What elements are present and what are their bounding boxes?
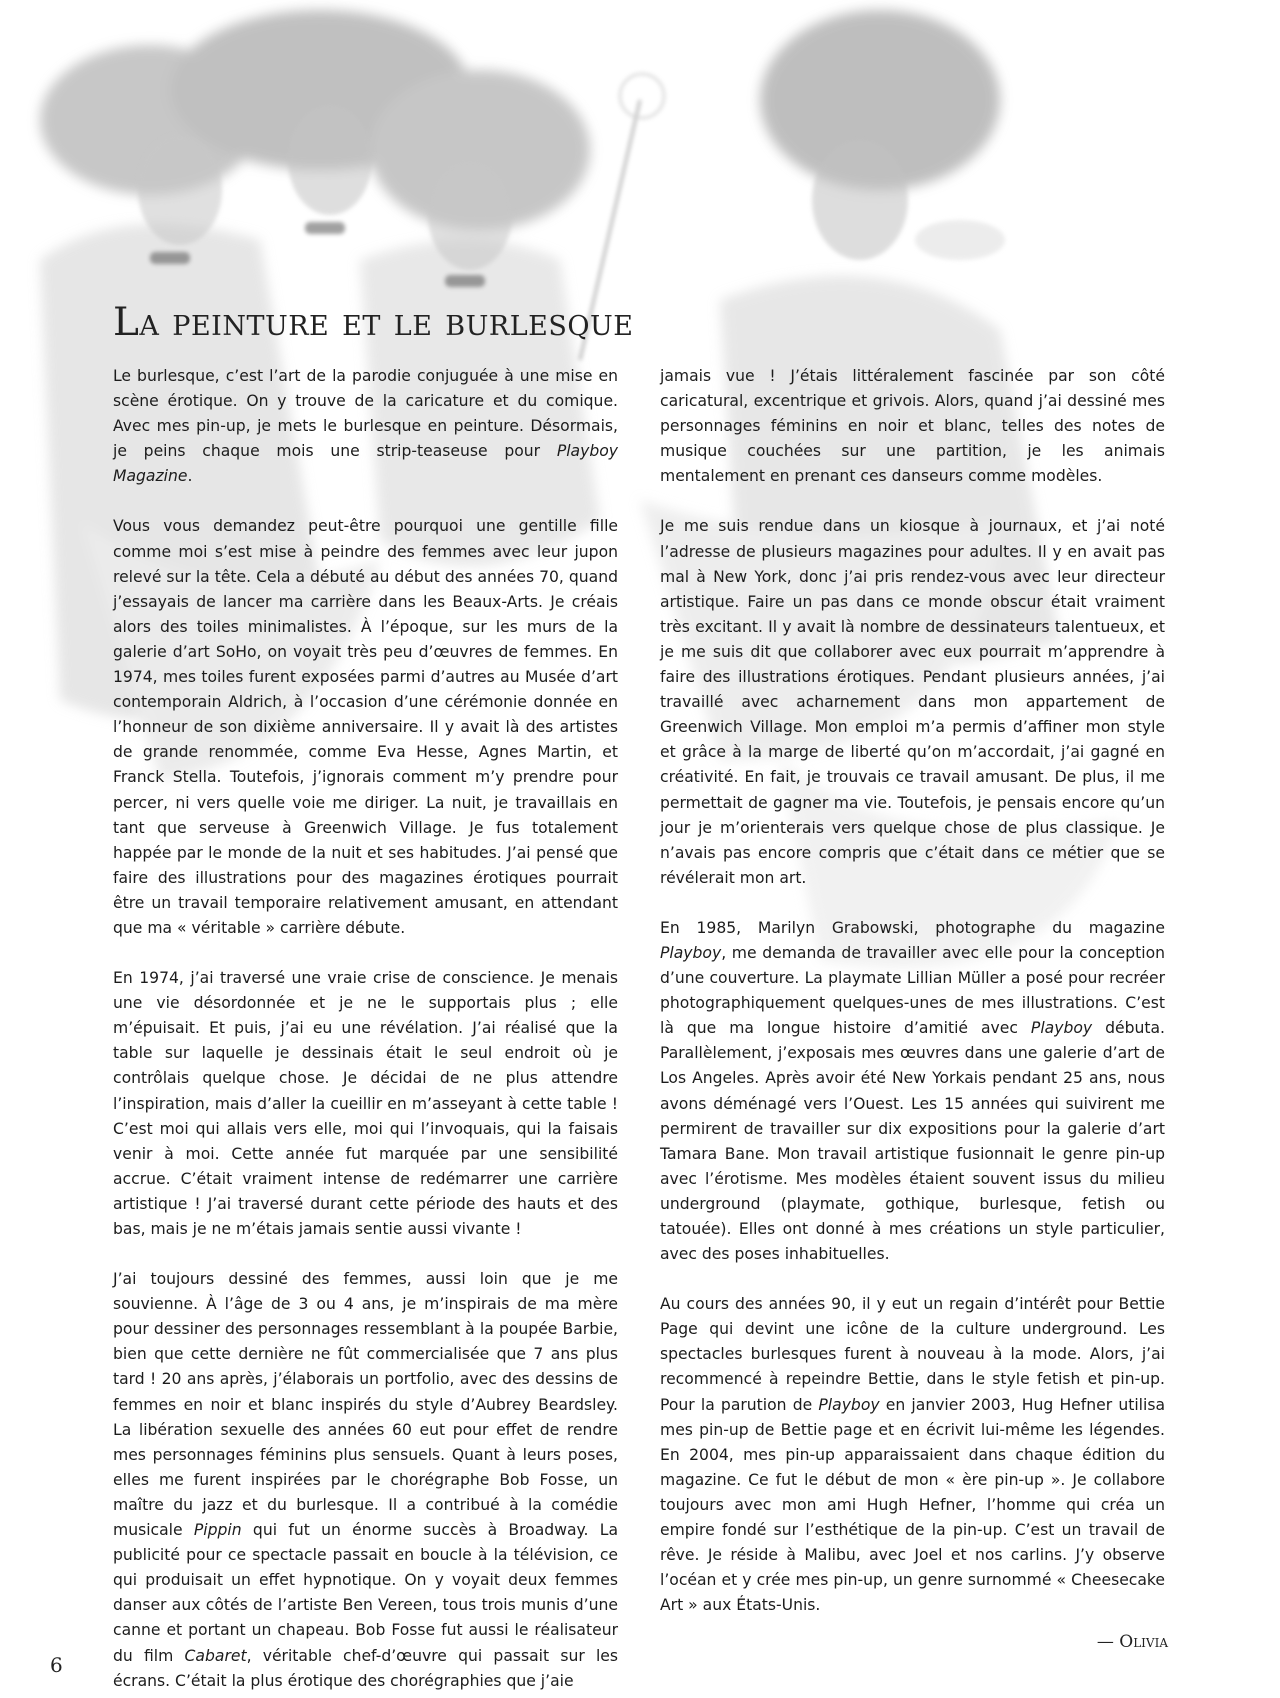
- text-run: En 1985, Marilyn Grabowski, photographe du magazine: [660, 918, 1165, 937]
- italic-text: Playboy: [660, 943, 722, 962]
- italic-text: Cabaret: [184, 1646, 247, 1665]
- text-run: En 1974, j’ai traversé une vraie crise de conscience. Je menais une vie désordonnée et je ne le supportais plus ; elle m’épuisait. Et puis, j’ai eu une révélation. J’ai réalisé que la table sur laquelle je dessinais était le seul endroit où je contrôlais quelque chose. Je décidai de ne plus attendre l’inspiration, mais d’aller la cueillir en m’asseyant à cette table ! C’est moi qui allais vers elle, moi qui l’invoquais, qui la faisais venir à moi. Cette année fut marquée par une sensibilité accrue. C’était vraiment intense de redémarrer une carrière artistique ! J’ai traversé durant cette période des hauts et des bas, mais je ne m’étais jamais sentie aussi vivante !: [113, 969, 618, 1238]
- italic-text: Playboy: [1030, 1019, 1093, 1038]
- right-column: [660, 364, 1165, 1618]
- paragraph: [113, 966, 618, 1242]
- paragraph: [113, 514, 618, 941]
- paragraph: [660, 364, 1165, 489]
- paragraph: [660, 514, 1165, 890]
- left-column: [113, 364, 618, 1694]
- text-run: , véritable chef-d’œuvre qui passait sur les écrans. C’était la plus érotique des chorégraphies que j’aie: [113, 1646, 618, 1690]
- paragraph: [113, 1267, 618, 1694]
- text-run: , me demanda de travailler avec elle pour la conception d’une couverture. La playmate Lillian Müller a posé pour recréer photographiquement quelques-unes de mes illustrations. C’est là que ma longue histoire d’amitié avec: [660, 943, 1165, 1038]
- paragraph: [660, 1292, 1165, 1618]
- text-run: en janvier 2003, Hug Hefner utilisa mes pin-up de Bettie page et en écrivit lui-même les légendes. En 2004, mes pin-up apparaissaient dans chaque édition du magazine. Ce fut le début de mon « ère pin-up ». Je collabore toujours avec mon ami Hugh Hefner, l’homme qui créa un empire fondé sur l’esthétique de la pin-up. C’est un travail de rêve. Je réside à Malibu, avec Joel et nos carlins. J’y observe l’océan et y crée mes pin-up, un genre surnommé « Cheesecake Art » aux États-Unis.: [660, 1395, 1166, 1615]
- text-run: J’ai toujours dessiné des femmes, aussi loin que je me souvienne. À l’âge de 3 ou 4 ans, je m’inspirais de ma mère pour dessiner des personnages ressemblant à la poupée Barbie, bien que cette dernière ne fût commercialisée que 7 ans plus tard ! 20 ans après, j’élaborais un portfolio, avec des dessins de femmes en noir et blanc inspirés du style d’Aubrey Beardsley. La libération sexuelle des années 60 eut pour effet de rendre mes personnages féminins plus sensuels. Quant à leurs poses, elles me furent inspirées par le chorégraphe Bob Fosse, un maître du jazz et du burlesque. Il a contribué à la comédie musicale: [113, 1270, 618, 1540]
- author-signature: — Olivia: [1096, 1632, 1168, 1652]
- text-run: Au cours des années 90, il y eut un regain d’intérêt pour Bettie Page qui devint une icône de la culture underground. Les spectacles burlesques furent à nouveau à la mode. Alors, j’ai recommencé à repeindre Bettie, dans le style fetish et pin-up. Pour la parution de: [660, 1295, 1165, 1414]
- paragraph: [660, 916, 1165, 1267]
- italic-text: Playboy: [818, 1395, 880, 1414]
- italic-text: Playboy Magazine: [113, 442, 618, 486]
- page-number: 6: [50, 1653, 63, 1677]
- text-run: Le burlesque, c’est l’art de la parodie conjuguée à une mise en scène érotique. On y trouve de la caricature et du comique. Avec mes pin-up, je mets le burlesque en peinture. Désormais, je peins chaque mois une strip-teaseuse pour: [113, 367, 618, 461]
- text-run: qui fut un énorme succès à Broadway. La publicité pour ce spectacle passait en boucle à la télévision, ce qui produisait un effet hypnotique. On y voyait deux femmes danser aux côtés de l’artiste Ben Vereen, tous trois munis d’une canne et portant un chapeau. Bob Fosse fut aussi le réalisateur du film: [113, 1521, 618, 1665]
- paragraph: [113, 364, 618, 489]
- italic-text: Pippin: [193, 1521, 242, 1540]
- text-run: débuta. Parallèlement, j’exposais mes œuvres dans une galerie d’art de Los Angeles. Après avoir été New Yorkais pendant 25 ans, nous avons déménagé vers l’Ouest. Les 15 années qui suivirent me permirent de travailler sur dix expositions pour la galerie d’art Tamara Bane. Mon travail artistique fusionnait le genre pin-up avec l’érotisme. Mes modèles étaient souvent issus du milieu underground (playmate, gothique, burlesque, fetish ou tatouée). Elles ont donné à mes créations un style particulier, avec des poses inhabituelles.: [660, 1019, 1165, 1264]
- page-title: La peinture et le burlesque: [113, 300, 634, 345]
- text-run: Je me suis rendue dans un kiosque à journaux, et j’ai noté l’adresse de plusieurs magazines pour adultes. Il y en avait pas mal à New York, donc j’ai pris rendez-vous avec leur directeur artistique. Faire un pas dans ce monde obscur était vraiment très excitant. Il y avait là nombre de dessinateurs talentueux, et je me suis dit que collaborer avec eux pourrait m’apprendre à faire des illustrations érotiques. Pendant plusieurs années, j’ai travaillé avec acharnement dans mon appartement de Greenwich Village. Mon emploi m’a permis d’affiner mon style et grâce à la marge de liberté qu’on m’accordait, j’ai gagné en créativité. En fait, je trouvais ce travail amusant. De plus, il me permettait de gagner ma vie. Toutefois, je pensais encore qu’un jour je m’orienterais vers quelque chose de plus classique. Je n’avais pas encore compris que c’était dans ce métier que se révélerait mon art.: [660, 517, 1165, 887]
- text-run: .: [187, 467, 193, 486]
- text-run: jamais vue ! J’étais littéralement fascinée par son côté caricatural, excentrique et grivois. Alors, quand j’ai dessiné mes personnages féminins en noir et blanc, telles des notes de musique couchées sur une partition, je les animais mentalement en prenant ces danseurs comme modèles.: [660, 367, 1165, 486]
- text-run: Vous vous demandez peut-être pourquoi une gentille fille comme moi s’est mise à peindre des femmes avec leur jupon relevé sur la tête. Cela a débuté au début des années 70, quand j’essayais de lancer ma carrière dans les Beaux-Arts. Je créais alors des toiles minimalistes. À l’époque, sur les murs de la galerie d’art SoHo, on voyait très peu d’œuvres de femmes. En 1974, mes toiles furent exposées parmi d’autres au Musée d’art contemporain Aldrich, à l’occasion d’une cérémonie donnée en l’honneur de son dixième anniversaire. Il y avait là des artistes de grande renommée, comme Eva Hesse, Agnes Martin, et Franck Stella. Toutefois, j’ignorais comment m’y prendre pour percer, ni vers quelle voie me diriger. La nuit, je travaillais en tant que serveuse à Greenwich Village. Je fus totalement happée par le monde de la nuit et ses habitudes. J’ai pensé que faire des illustrations pour des magazines érotiques pourrait être un travail temporaire relativement amusant, en attendant que ma « véritable » carrière débute.: [113, 517, 618, 937]
